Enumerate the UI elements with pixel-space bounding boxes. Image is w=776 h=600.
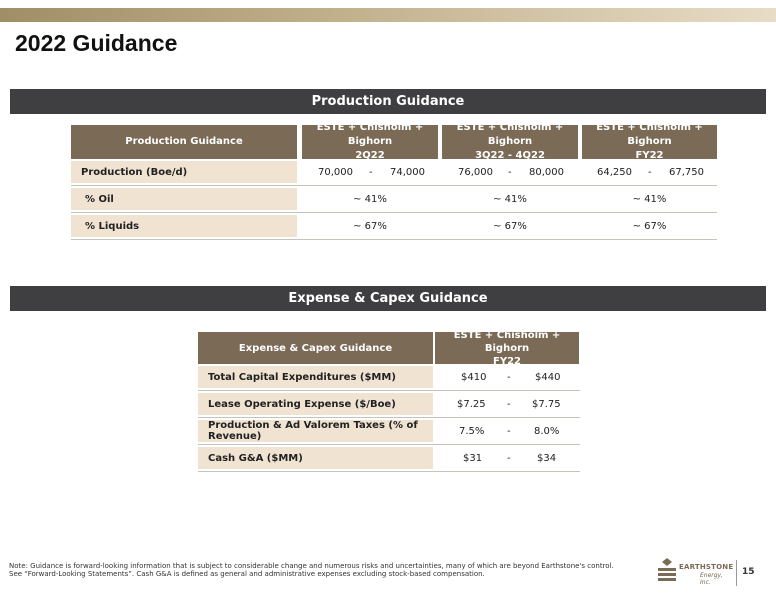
cell-fy22: ~ 67% bbox=[632, 221, 667, 232]
footer-divider bbox=[736, 560, 737, 586]
cell-fy22-dash: - bbox=[648, 167, 652, 178]
logo-subtitle: Energy, Inc. bbox=[700, 572, 723, 586]
cell-fy22-low: 64,250 bbox=[597, 167, 632, 178]
cell-dash: - bbox=[507, 399, 511, 410]
cell-3q22-4q22-high: 80,000 bbox=[529, 167, 564, 178]
expense-capex-table bbox=[198, 329, 580, 472]
production-guidance-table bbox=[71, 122, 717, 240]
production-section-bar: Production Guidance bbox=[10, 89, 766, 114]
cell-2q22-low: 70,000 bbox=[318, 167, 353, 178]
cell-high: 8.0% bbox=[534, 426, 560, 437]
cell-2q22-dash: - bbox=[369, 167, 373, 178]
cell-dash: - bbox=[507, 453, 511, 464]
cell-3q22-4q22: ~ 67% bbox=[493, 221, 527, 232]
table-row bbox=[71, 213, 717, 240]
header-cell-label: Expense & Capex Guidance bbox=[198, 332, 433, 364]
cell-fy22-high: 67,750 bbox=[669, 167, 704, 178]
row-label: % Liquids bbox=[71, 215, 297, 237]
header-cell-label: Production Guidance bbox=[71, 125, 297, 159]
page-title: 2022 Guidance bbox=[15, 30, 178, 56]
header-cell-fy22: ESTE + Chisholm + Bighorn FY22 bbox=[435, 332, 579, 364]
expense-section-bar: Expense & Capex Guidance bbox=[10, 286, 766, 311]
row-label: Production & Ad Valorem Taxes (% of Revenue) bbox=[198, 420, 433, 442]
page-number: 15 bbox=[742, 567, 755, 577]
cell-high: $7.75 bbox=[532, 399, 561, 410]
header-cell-2q22: ESTE + Chisholm + Bighorn 2Q22 bbox=[302, 125, 438, 159]
cell-2q22-high: 74,000 bbox=[390, 167, 425, 178]
cell-dash: - bbox=[507, 426, 511, 437]
cell-high: $34 bbox=[537, 453, 557, 464]
row-label: Lease Operating Expense ($/Boe) bbox=[198, 393, 433, 415]
footnote: Note: Guidance is forward-looking information that is subject to considerable change and numerous risks and uncertainties, many of which are beyond Earthstone's control. See “Forward-Looking Statements”. Cash G&A is defined as general and administrative expenses excluding stock-based compensation. bbox=[9, 562, 614, 578]
table-row bbox=[198, 445, 580, 472]
cell-low: 7.5% bbox=[459, 426, 485, 437]
cell-low: $31 bbox=[463, 453, 483, 464]
table-header-row bbox=[71, 122, 717, 161]
cell-3q22-4q22-dash: - bbox=[508, 167, 512, 178]
cell-low: $7.25 bbox=[457, 399, 486, 410]
top-accent-bar bbox=[0, 8, 776, 22]
cell-3q22-4q22: ~ 41% bbox=[493, 194, 527, 205]
header-cell-fy22: ESTE + Chisholm + Bighorn FY22 bbox=[582, 125, 717, 159]
cell-2q22: ~ 67% bbox=[353, 221, 387, 232]
cell-high: $440 bbox=[535, 372, 561, 383]
logo-name: EARTHSTONE bbox=[679, 563, 734, 571]
table-header-row bbox=[198, 329, 580, 367]
cell-2q22: ~ 41% bbox=[353, 194, 387, 205]
row-label: Cash G&A ($MM) bbox=[198, 447, 433, 469]
cell-dash: - bbox=[507, 372, 511, 383]
row-label: Production (Boe/d) bbox=[71, 161, 297, 183]
row-label: % Oil bbox=[71, 188, 297, 210]
row-label: Total Capital Expenditures ($MM) bbox=[198, 366, 433, 388]
header-cell-3q22-4q22: ESTE + Chisholm + Bighorn 3Q22 - 4Q22 bbox=[442, 125, 578, 159]
cell-fy22: ~ 41% bbox=[632, 194, 667, 205]
cell-3q22-4q22-low: 76,000 bbox=[458, 167, 493, 178]
table-row bbox=[71, 186, 717, 213]
company-logo bbox=[658, 556, 734, 586]
table-row bbox=[71, 159, 717, 186]
earthstone-mark-icon bbox=[658, 558, 676, 582]
table-row bbox=[198, 418, 580, 445]
table-row bbox=[198, 391, 580, 418]
table-row bbox=[198, 364, 580, 391]
cell-low: $410 bbox=[461, 372, 487, 383]
